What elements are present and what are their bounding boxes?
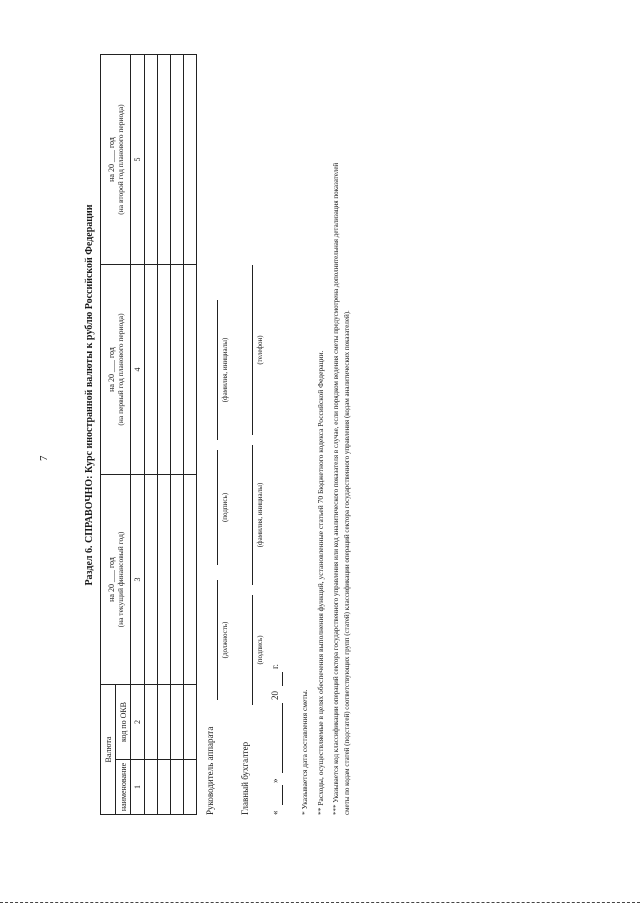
date-year-prefix: 20 <box>270 691 280 700</box>
year-title: на 20 ___ год <box>106 347 116 392</box>
footnote: *** Указывается код классификации операций сектора государственного управления или код аналитического показателя в случае, если порядком ведения сметы предусмотрена дополнительная детализация показателей <box>332 162 340 815</box>
table-cell <box>171 475 184 685</box>
phone-caption: (телефон) <box>256 335 264 365</box>
table-cell <box>171 685 184 760</box>
table-cell <box>184 475 197 685</box>
column-number: 2 <box>131 685 145 760</box>
accountant-signature-line <box>252 595 253 705</box>
date-close-quote: » <box>270 778 280 783</box>
year-subtitle: (на первый год планового периода) <box>115 313 125 426</box>
table-cell <box>184 265 197 475</box>
table-cell <box>145 760 158 815</box>
name-caption: (фамилия, инициалы) <box>221 337 229 403</box>
table-row <box>145 55 158 815</box>
footnote: ** Расходы, осуществляемые в целях обеспечения выполнения функций, установленные статьей 70 Бюджетного кодекса Российской Федерации. <box>316 350 325 815</box>
year-title: на 20 ___ год <box>106 137 116 182</box>
table-cell <box>145 685 158 760</box>
date-year-line <box>282 672 283 686</box>
footnote: сметы по кодам статей (подстатей) соответствующих групп (статей) классификации операций сектора государственного управления (кодам аналитических показателей). <box>343 310 351 815</box>
table-cell <box>158 265 171 475</box>
page-number: 7 <box>38 455 50 461</box>
table-row <box>158 55 171 815</box>
header-year-current <box>101 475 131 685</box>
position-line <box>217 580 218 700</box>
phone-line <box>252 265 253 435</box>
table-cell <box>158 760 171 815</box>
year-subtitle: (на второй год планового периода) <box>115 104 125 215</box>
table-cell <box>145 475 158 685</box>
date-day-line <box>282 785 283 805</box>
year-title: на 20 ___ год <box>106 557 116 602</box>
header-year-first-plan <box>101 265 131 475</box>
table-row <box>184 55 197 815</box>
header-year-second-plan <box>101 55 131 265</box>
column-number: 5 <box>131 55 145 265</box>
header-name: наименование <box>116 760 131 815</box>
table-cell <box>158 685 171 760</box>
signature-caption: (подпись) <box>221 492 229 523</box>
header-code: код по ОКВ <box>116 685 131 760</box>
table-cell <box>184 760 197 815</box>
date-open-quote: « <box>270 810 280 815</box>
table-row <box>171 55 184 815</box>
table-cell <box>184 685 197 760</box>
currency-table <box>100 54 197 815</box>
table-cell <box>145 55 158 265</box>
table-cell <box>171 265 184 475</box>
column-number: 3 <box>131 475 145 685</box>
table-cell <box>145 265 158 475</box>
date-month-line <box>282 703 283 773</box>
page-edge <box>0 902 640 903</box>
accountant-name-line <box>252 445 253 585</box>
signature-line <box>217 450 218 565</box>
accountant-name-caption: (фамилия, инициалы) <box>256 482 264 548</box>
group-header-currency: Валюта <box>101 685 116 815</box>
table-cell <box>158 475 171 685</box>
accountant-signature-caption: (подпись) <box>256 635 264 665</box>
name-line <box>217 300 218 440</box>
date-year-suffix: г. <box>270 664 280 669</box>
table-cell <box>158 55 171 265</box>
year-subtitle: (на текущий финансовый год) <box>115 531 125 628</box>
table-cell <box>171 760 184 815</box>
table-cell <box>171 55 184 265</box>
position-caption: (должность) <box>221 621 229 659</box>
accountant-label: Главный бухгалтер <box>240 741 250 815</box>
section-title: Раздел 6. СПРАВОЧНО: Курс иностранной валюты к рублю Российской Федерации <box>84 204 95 586</box>
head-label: Руководитель аппарата <box>205 726 215 815</box>
column-number: 1 <box>131 760 145 815</box>
table-cell <box>184 55 197 265</box>
column-number: 4 <box>131 265 145 475</box>
footnote: * Указывается дата составления сметы. <box>300 689 309 815</box>
